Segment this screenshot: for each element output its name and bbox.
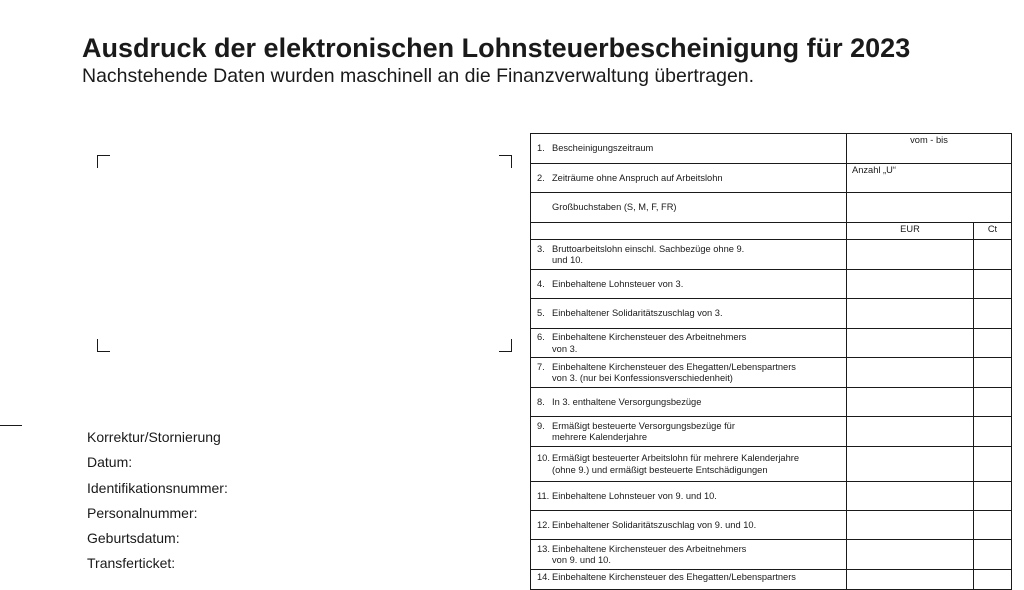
ct-cell [974, 240, 1012, 270]
row-label: 4. Einbehaltene Lohnsteuer von 3. [531, 270, 847, 299]
geburtsdatum-label: Geburtsdatum: [87, 530, 180, 547]
row-label: 1. Bescheinigungszeitraum [531, 134, 847, 164]
row-label: 9. Ermäßigt besteuerte Versorgungsbezüge für mehrere Kalenderjahre [531, 417, 847, 447]
eur-cell [847, 570, 974, 590]
eur-cell [847, 482, 974, 511]
page-subtitle: Nachstehende Daten wurden maschinell an die Finanzverwaltung übertragen. [82, 65, 755, 87]
ct-cell [974, 482, 1012, 511]
eur-cell [847, 447, 974, 482]
table-row [531, 193, 1012, 223]
eur-cell [847, 388, 974, 417]
fold-mark [0, 425, 22, 426]
address-window-corner-top-right [499, 155, 512, 168]
row-label: 3. Bruttoarbeitslohn einschl. Sachbezüge ohne 9. und 10. [531, 240, 847, 270]
ct-cell [974, 447, 1012, 482]
blank-cell [531, 223, 847, 240]
address-window-corner-bottom-right [499, 339, 512, 352]
table-row [531, 511, 1012, 540]
datum-label: Datum: [87, 454, 133, 471]
page-title: Ausdruck der elektronischen Lohnsteuerbescheinigung für 2023 [82, 33, 911, 63]
ct-cell [974, 540, 1012, 570]
row-label: 2. Zeiträume ohne Anspruch auf Arbeitslohn [531, 164, 847, 193]
row-label: 6. Einbehaltene Kirchensteuer des Arbeitnehmers von 3. [531, 329, 847, 358]
eur-cell [847, 270, 974, 299]
ct-header: Ct [974, 223, 1012, 240]
row-label: 13. Einbehaltene Kirchensteuer des Arbeitnehmers von 9. und 10. [531, 540, 847, 570]
ct-cell [974, 417, 1012, 447]
table-row [531, 299, 1012, 329]
transferticket-label: Transferticket: [87, 555, 176, 572]
row-label: 12. Einbehaltener Solidaritätszuschlag von 9. und 10. [531, 511, 847, 540]
ct-cell [974, 358, 1012, 388]
vom-bis-header: vom - bis [847, 134, 1012, 164]
eur-cell [847, 511, 974, 540]
table-row [531, 417, 1012, 447]
address-window-corner-top-left [97, 155, 110, 168]
table-row [531, 540, 1012, 570]
table-row [531, 482, 1012, 511]
row-label: 11. Einbehaltene Lohnsteuer von 9. und 10. [531, 482, 847, 511]
eur-cell [847, 417, 974, 447]
table-row [531, 240, 1012, 270]
ct-cell [974, 299, 1012, 329]
ct-cell [974, 388, 1012, 417]
table-row [531, 329, 1012, 358]
ct-cell [974, 570, 1012, 590]
table-row [531, 447, 1012, 482]
ct-cell [974, 270, 1012, 299]
employee-info-fields [87, 426, 228, 578]
eur-cell [847, 329, 974, 358]
eur-header: EUR [847, 223, 974, 240]
value-cell [847, 193, 1012, 223]
identifikationsnummer-label: Identifikationsnummer: [87, 479, 228, 496]
ct-cell [974, 329, 1012, 358]
row-label: 5. Einbehaltener Solidaritätszuschlag von 3. [531, 299, 847, 329]
row-label: 8. In 3. enthaltene Versorgungsbezüge [531, 388, 847, 417]
table-row [531, 570, 1012, 590]
korrektur-label: Korrektur/Stornierung [87, 429, 221, 445]
table-row [531, 223, 1012, 240]
tax-certificate-table [530, 133, 1012, 590]
row-label: 7. Einbehaltene Kirchensteuer des Ehegatten/Lebenspartners von 3. (nur bei Konfessionsverschiedenheit) [531, 358, 847, 388]
table-row [531, 164, 1012, 193]
eur-cell [847, 299, 974, 329]
row-label: 14. Einbehaltene Kirchensteuer des Ehegatten/Lebenspartners [531, 570, 847, 590]
personalnummer-label: Personalnummer: [87, 504, 198, 521]
address-window-corner-bottom-left [97, 339, 110, 352]
table-row [531, 270, 1012, 299]
table-row [531, 358, 1012, 388]
ct-cell [974, 511, 1012, 540]
row-label: 10. Ermäßigt besteuerter Arbeitslohn für mehrere Kalenderjahre (ohne 9.) und ermäßigt besteuerte Entschädigungen [531, 447, 847, 482]
eur-cell [847, 540, 974, 570]
anzahl-u-header: Anzahl „U“ [847, 164, 1012, 193]
eur-cell [847, 240, 974, 270]
eur-cell [847, 358, 974, 388]
table-row [531, 388, 1012, 417]
row-label: Großbuchstaben (S, M, F, FR) [531, 193, 847, 223]
table-row [531, 134, 1012, 164]
